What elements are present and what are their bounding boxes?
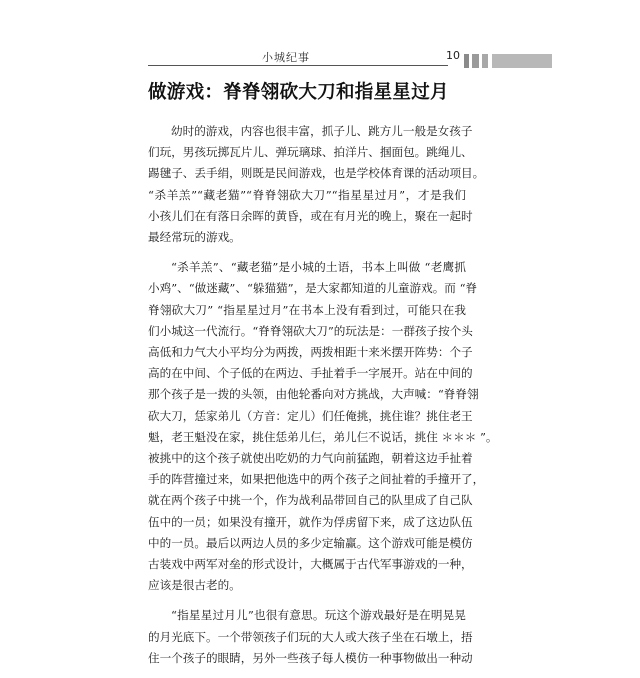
header-rule <box>148 65 448 66</box>
paragraph <box>148 121 485 248</box>
text-line: 古装戏中两军对垒的形式设计，大概属于古代军事游戏的一种， <box>148 557 473 572</box>
header-decoration-bar <box>472 54 479 68</box>
text-line: 踢毽子、丢手绢，则既是民间游戏，也是学校体育课的活动项目。 <box>148 166 485 181</box>
paragraph <box>148 605 473 669</box>
text-line: “杀羊羔”“藏老猫”“脊脊翎砍大刀”“指星星过月”，才是我们 <box>148 187 466 202</box>
text-line: 们玩，男孩玩掷瓦片儿、弹玩璃球、拍洋片、掴面包。跳绳儿、 <box>148 145 473 160</box>
text-line: 中的一员。最后以两边人员的多少定输赢。这个游戏可能是模仿 <box>148 535 473 550</box>
chapter-title: 做游戏：脊脊翎砍大刀和指星星过月 <box>148 82 449 103</box>
header-decoration-bar <box>464 54 469 68</box>
text-line: 小孩儿们在有落日余晖的黄昏，或在有月光的晚上，聚在一起时 <box>148 208 473 223</box>
text-line: 手的阵营撞过来，如果把他选中的两个孩子之间扯着的手撞开了， <box>148 472 485 487</box>
text-line: 高低和力气大小平均分为两拨，两拨相距十来米摆开阵势：个子 <box>148 345 473 360</box>
text-line: 被挑中的这个孩子就使出吃奶的力气向前猛跑，朝着这边手扯着 <box>148 451 473 466</box>
page-number: 10 <box>446 49 460 62</box>
text-line: “指星星过月儿”也很有意思。玩这个游戏最好是在明晃晃 <box>171 608 466 623</box>
text-line: 最经常玩的游戏。 <box>148 230 241 245</box>
header-decoration-bar <box>492 54 552 68</box>
text-line: 魁，老王魁没在家，挑住恁弟儿仨，弟儿仨不说话，挑住 ＊＊＊ ”。 <box>148 429 498 444</box>
text-line: 脊翎砍大刀” “指星星过月”在书本上没有看到过，可能只在我 <box>148 302 466 317</box>
text-line: “杀羊羔”、“藏老猫”是小城的土语，书本上叫做 “老鹰抓 <box>171 260 466 275</box>
body-text <box>148 121 498 678</box>
text-line: 就在两个孩子中挑一个，作为战利品带回自己的队里成了自己队 <box>148 493 473 508</box>
text-line: 应该是很古老的。 <box>148 578 241 593</box>
header-decoration-bar <box>482 54 488 68</box>
running-title: 小城纪事 <box>262 51 310 64</box>
text-line: 那个孩子是一拨的头领，由他轮番向对方挑战，大声喊：“脊脊翎 <box>148 387 479 402</box>
paragraph <box>148 257 498 596</box>
text-line: 高的在中间、个子低的在两边、手扯着手一字展开。站在中间的 <box>148 366 473 381</box>
text-line: 砍大刀，恁家弟儿（方音：定儿）们任俺挑，挑住谁？挑住老王 <box>148 408 473 423</box>
text-line: 的月光底下。一个带领孩子们玩的大人或大孩子坐在石墩上，捂 <box>148 629 473 644</box>
running-header <box>0 44 640 70</box>
text-line: 住一个孩子的眼睛，另外一些孩子每人模仿一种事物做出一种动 <box>148 650 473 665</box>
text-line: 们小城这一代流行。“脊脊翎砍大刀”的玩法是：一群孩子按个头 <box>148 323 473 338</box>
text-line: 小鸡”、“做迷藏”、“躲猫猫”，是大家都知道的儿童游戏。而 “脊 <box>148 281 478 296</box>
text-line: 幼时的游戏，内容也很丰富，抓子儿、跳方儿一般是女孩子 <box>171 124 473 138</box>
text-line: 伍中的一员；如果没有撞开，就作为俘虏留下来，成了这边队伍 <box>148 514 473 529</box>
